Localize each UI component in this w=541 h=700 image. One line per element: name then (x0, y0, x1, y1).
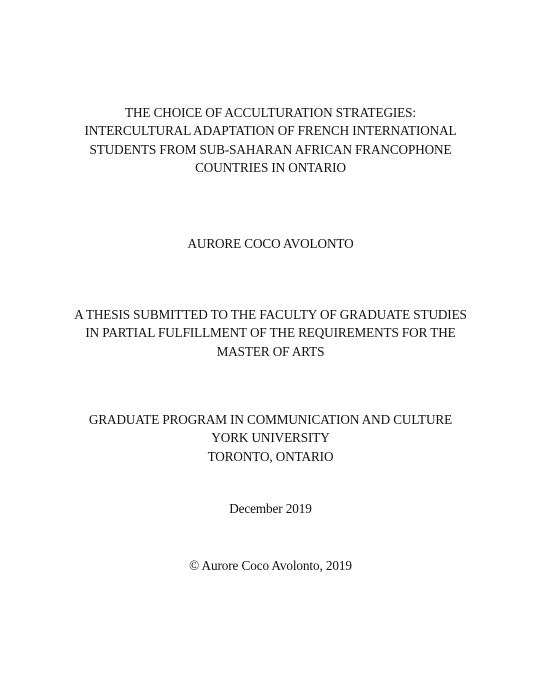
university-location: TORONTO, ONTARIO (207, 448, 334, 464)
university-name: YORK UNIVERSITY (211, 430, 330, 446)
copyright-notice: © Aurore Coco Avolonto, 2019 (189, 558, 352, 573)
thesis-statement-line-3: MASTER OF ARTS (216, 343, 325, 359)
copyright-section (0, 557, 541, 575)
thesis-title (0, 104, 541, 178)
program-name: GRADUATE PROGRAM IN COMMUNICATION AND CULTURE (88, 412, 453, 427)
title-line-2: INTERCULTURAL ADAPTATION OF FRENCH INTERNATIONAL (84, 123, 457, 139)
thesis-statement-line-2: IN PARTIAL FULFILLMENT OF THE REQUIREMENTS FOR THE (85, 325, 456, 341)
author-name: AURORE COCO AVOLONTO (187, 236, 354, 251)
title-line-3: STUDENTS FROM SUB-SAHARAN AFRICAN FRANCOPHONE (89, 141, 452, 157)
program-section (0, 411, 541, 466)
title-line-4: COUNTRIES IN ONTARIO (195, 160, 346, 176)
author-section (0, 235, 541, 253)
submission-date: December 2019 (229, 501, 312, 516)
thesis-statement-line-1: A THESIS SUBMITTED TO THE FACULTY OF GRADUATE STUDIES (74, 307, 467, 322)
thesis-statement (0, 306, 541, 361)
date-section (0, 500, 541, 518)
title-line-1: THE CHOICE OF ACCULTURATION STRATEGIES: (125, 105, 416, 120)
